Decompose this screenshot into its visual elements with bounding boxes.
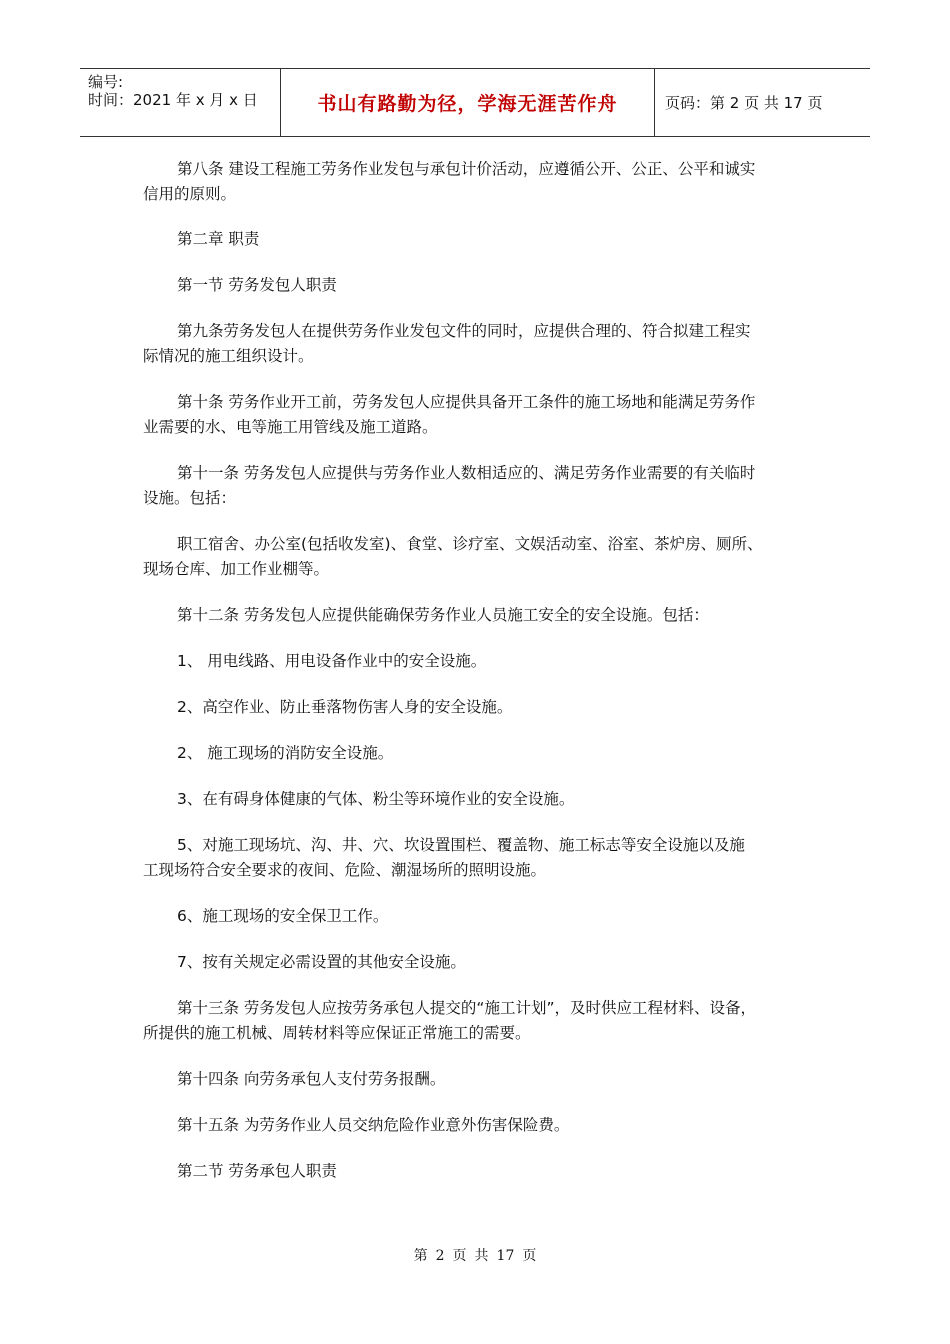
- paragraph-line: 第十三条 劳务发包人应按劳务承包人提交的“施工计划”，及时供应工程材料、设备，: [177, 999, 756, 1017]
- paragraph-line: 第二节 劳务承包人职责: [177, 1162, 337, 1180]
- paragraph-line: 所提供的施工机械、周转材料等应保证正常施工的需要。: [143, 1024, 531, 1042]
- paragraph-line: 工现场符合安全要求的夜间、危险、潮湿场所的照明设施。: [143, 861, 547, 879]
- page-header: [80, 68, 870, 137]
- footer-text: 页: [452, 1248, 467, 1264]
- document-date: 时间：2021 年 x 月 x 日: [88, 91, 258, 109]
- header-motto: 书山有路勤为径，学海无涯苦作舟: [317, 93, 618, 115]
- paragraph-line: 1、 用电线路、用电设备作业中的安全设施。: [177, 652, 487, 670]
- paragraph-line: 设施。包括：: [143, 489, 237, 507]
- list-item: [143, 904, 813, 929]
- header-page-cell: [655, 69, 870, 136]
- paragraph-line: 第十四条 向劳务承包人支付劳务报酬。: [177, 1070, 446, 1088]
- paragraph-line: 2、高空作业、防止垂落物伤害人身的安全设施。: [177, 698, 513, 716]
- paragraph: [143, 1067, 813, 1092]
- chapter-heading: [143, 227, 813, 252]
- document-body: [143, 157, 813, 1184]
- paragraph-line: 第十二条 劳务发包人应提供能确保劳务作业人员施工安全的安全设施。包括：: [177, 606, 709, 624]
- paragraph: [143, 319, 813, 369]
- header-page-info: 页码：第 2 页 共 17 页: [665, 94, 823, 112]
- paragraph-line: 际情况的施工组织设计。: [143, 347, 314, 365]
- list-item: [143, 787, 813, 812]
- paragraph-line: 第八条 建设工程施工劳务作业发包与承包计价活动，应遵循公开、公正、公平和诚实: [177, 160, 756, 178]
- paragraph: [143, 996, 813, 1046]
- header-meta: [80, 69, 280, 136]
- document-number-label: 编号:: [88, 73, 124, 91]
- list-item: [143, 695, 813, 720]
- paragraph-line: 2、 施工现场的消防安全设施。: [177, 744, 394, 762]
- section-heading: [143, 273, 813, 298]
- paragraph-line: 职工宿舍、办公室(包括收发室)、食堂、诊疗室、文娱活动室、浴室、茶炉房、厕所、: [177, 535, 763, 553]
- paragraph: [143, 461, 813, 511]
- paragraph: [143, 532, 813, 582]
- paragraph-line: 5、对施工现场坑、沟、井、穴、坎设置围栏、覆盖物、施工标志等安全设施以及施: [177, 836, 745, 854]
- header-motto-cell: [280, 69, 655, 136]
- footer-text: 第: [413, 1248, 428, 1264]
- list-item: [143, 950, 813, 975]
- paragraph-line: 第九条劳务发包人在提供劳务作业发包文件的同时，应提供合理的、符合拟建工程实: [177, 322, 751, 340]
- paragraph-line: 业需要的水、电等施工用管线及施工道路。: [143, 418, 438, 436]
- footer-text: 页: [522, 1248, 537, 1264]
- page-footer: [0, 1245, 950, 1265]
- list-item: [143, 833, 813, 883]
- paragraph: [143, 603, 813, 628]
- footer-text: 共: [474, 1248, 489, 1264]
- list-item: [143, 741, 813, 766]
- paragraph-line: 3、在有碍身体健康的气体、粉尘等环境作业的安全设施。: [177, 790, 575, 808]
- paragraph-line: 第十条 劳务作业开工前，劳务发包人应提供具备开工条件的施工场地和能满足劳务作: [177, 393, 756, 411]
- footer-page-number: 2: [435, 1248, 445, 1264]
- paragraph: [143, 390, 813, 440]
- list-item: [143, 649, 813, 674]
- paragraph-line: 第二章 职责: [177, 230, 260, 248]
- paragraph: [143, 157, 813, 207]
- section-heading: [143, 1159, 813, 1184]
- paragraph-line: 第十五条 为劳务作业人员交纳危险作业意外伤害保险费。: [177, 1116, 570, 1134]
- paragraph: [143, 1113, 813, 1138]
- paragraph-line: 第十一条 劳务发包人应提供与劳务作业人数相适应的、满足劳务作业需要的有关临时: [177, 464, 756, 482]
- paragraph-line: 6、施工现场的安全保卫工作。: [177, 907, 389, 925]
- paragraph-line: 第一节 劳务发包人职责: [177, 276, 337, 294]
- footer-total-pages: 17: [496, 1248, 515, 1264]
- paragraph-line: 7、按有关规定必需设置的其他安全设施。: [177, 953, 466, 971]
- paragraph-line: 信用的原则。: [143, 185, 237, 203]
- paragraph-line: 现场仓库、加工作业棚等。: [143, 560, 330, 578]
